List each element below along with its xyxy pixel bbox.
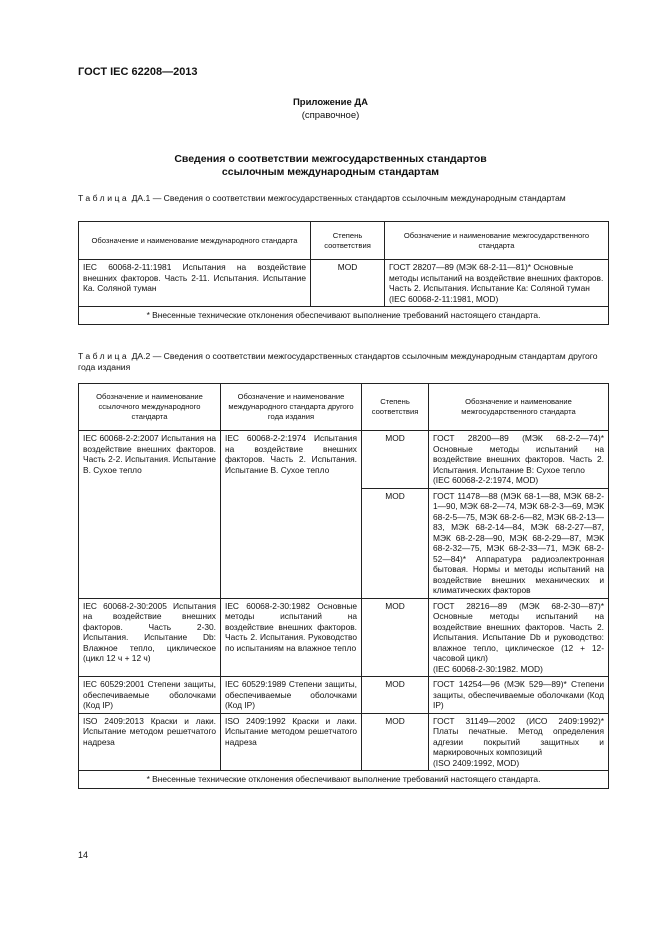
table2-cell-other: IEC 60529:1989 Степени защиты, обеспечиваемые оболочками (Код IP) [221, 677, 362, 714]
table1-cell-intl [79, 260, 311, 307]
appendix-subtitle: (справочное) [301, 110, 360, 121]
cell-text: (IEC 60068-2-11:1981, MOD) [389, 293, 499, 304]
table1-footnote-row [79, 307, 609, 325]
page-header: ГОСТ IEC 62208—2013 [78, 66, 198, 78]
table1-header-intl: Обозначение и наименование международного стандарта [79, 222, 311, 260]
page-number: 14 [78, 850, 89, 860]
appendix-title: Приложение ДА [292, 97, 369, 108]
table1 [78, 221, 609, 325]
table2-header-other: Обозначение и наименование международного стандарта другого года издания [221, 384, 362, 431]
table2-header-interstate: Обозначение и наименование межгосударственного стандарта [429, 384, 609, 431]
cell-text: (IEC 60068-2-2:1974, MOD) [433, 475, 539, 485]
table2-cell-interstate [429, 713, 609, 771]
table-row [79, 260, 609, 307]
table2-footnote-row [79, 771, 609, 789]
table1-caption-prefix: Таблица [78, 193, 130, 203]
table1-footnote: * Внесенные технические отклонения обеспечивают выполнение требований настоящего стандарта. [79, 307, 609, 325]
cell-text: ГОСТ 28200—89 (МЭК 68-2-2—74)* Основные методы испытаний на воздействие внешних факторов. Часть 2. Испытания. Испытание В: Сухое тепло [433, 433, 604, 475]
table2-cell-interstate [429, 431, 609, 489]
table1-header-degree: Степень соответствия [311, 222, 385, 260]
table2-footnote: * Внесенные технические отклонения обеспечивают выполнение требований настоящего стандарта. [79, 771, 609, 789]
table2-cell-degree: MOD [362, 598, 429, 677]
table2-caption [78, 351, 608, 373]
table2-cell-degree: MOD [362, 677, 429, 714]
table2-cell-other: ISO 2409:1992 Краски и лаки. Испытание методом решетчатого надреза [221, 713, 362, 771]
main-title-line-2: ссылочным международным стандартам [221, 166, 440, 178]
cell-text: ГОСТ 28207—89 (МЭК 68-2-11—81)* Основные методы испытаний на воздействие внешних факторов. Часть 2. Испытания. Испытание Ка: Соляной туман [389, 262, 604, 293]
table2-caption-text: ДА.2 — Сведения о соответствии межгосударственных стандартов ссылочным международным стандартам другого года издания [78, 351, 598, 372]
table2-cell-interstate [429, 677, 609, 714]
cell-text: ГОСТ 28216—89 (МЭК 68-2-30—87)* Основные методы испытаний на воздействие внешних факторов. Часть 2. Испытания. Испытание Db и руководство: влажное тепло, циклическое (12 + 12-часовой цикл) [433, 600, 604, 663]
table-row [79, 598, 609, 677]
cell-text: ГОСТ 31149—2002 (ИСО 2409:1992)* Платы печатные. Метод определения адгезии покрытий защитных и маркировочных композиций [433, 715, 604, 757]
cell-text: (ISO 2409:1992, MOD) [433, 757, 520, 768]
table2-cell-ref: IEC 60529:2001 Степени защиты, обеспечиваемые оболочками (Код IP) [79, 677, 221, 714]
cell-text: ГОСТ 14254—96 (МЭК 529—89)* Степени защиты, обеспечиваемые оболочками (Код IP) [433, 679, 604, 710]
table2-cell-ref: ISO 2409:2013 Краски и лаки. Испытание методом решетчатого надреза [79, 713, 221, 771]
table1-caption-text: ДА.1 — Сведения о соответствии межгосударственных стандартов ссылочным международным стандартам [129, 193, 566, 203]
table2-header-row [79, 384, 609, 431]
table2 [78, 383, 609, 789]
table2-cell-degree: MOD [362, 488, 429, 598]
table2-cell-ref: IEC 60068-2-30:2005 Испытания на воздействие внешних факторов. Часть 2-30. Испытания. Испытание Db: Влажное тепло, циклическое (цикл 12 ч + 12 ч) [79, 598, 221, 677]
table2-header-ref: Обозначение и наименование ссылочного международного стандарта [79, 384, 221, 431]
table1-cell-interstate [385, 260, 609, 307]
appendix-heading [0, 96, 661, 122]
table2-cell-other: IEC 60068-2-30:1982 Основные методы испытаний на воздействие внешних факторов. Часть 2. Испытания. Руководство по испытаниям на влажное тепло [221, 598, 362, 677]
table-row [79, 677, 609, 714]
table1-cell-degree: MOD [311, 260, 385, 307]
table2-cell-other: IEC 60068-2-2:1974 Испытания на воздействие внешних факторов. Часть 2. Испытания. Испытание В. Сухое тепло [221, 431, 362, 599]
main-title-line-1: Сведения о соответствии межгосударственных стандартов [174, 153, 487, 165]
table2-caption-prefix: Таблица [78, 351, 130, 361]
cell-text: (IEC 60068-2-30:1982. MOD) [433, 663, 543, 674]
cell-text: ГОСТ 11478—88 (МЭК 68-1—88, МЭК 68-2-1—90, МЭК 68-2—74, МЭК 68-2-3—69, МЭК 68-2-5—75, МЭК 68-2-6—82, МЭК 68-2-13—83, МЭК 68-2-14—84, МЭК 68-2-27—87, МЭК 68-2-28—90, МЭК 68-2-29—87, МЭК 68-2-32—75, МЭК 68-2-33—71, МЭК 68-2-52—84)* Аппаратура радиоэлектронная бытовая. Нормы и методы испытаний на воздействие внешних механических и климатических факторов [433, 490, 604, 595]
main-title [0, 153, 661, 179]
table1-header-row [79, 222, 609, 260]
table-row [79, 713, 609, 771]
table2-cell-ref: IEC 60068-2-2:2007 Испытания на воздействие внешних факторов. Часть 2-2. Испытания. Испытание В. Сухое тепло [79, 431, 221, 599]
table2-cell-interstate [429, 598, 609, 677]
table1-header-interstate: Обозначение и наименование межгосударственного стандарта [385, 222, 609, 260]
table2-header-degree: Степень соответствия [362, 384, 429, 431]
table2-cell-interstate [429, 488, 609, 598]
table2-cell-degree: MOD [362, 431, 429, 489]
table-row [79, 431, 609, 489]
table1-caption [78, 193, 608, 204]
cell-text: IEC 60068-2-11:1981 Испытания на воздействие внешних факторов. Часть 2-11. Испытания. Испытание Ка. Соляной туман [83, 262, 306, 293]
table2-cell-degree: MOD [362, 713, 429, 771]
